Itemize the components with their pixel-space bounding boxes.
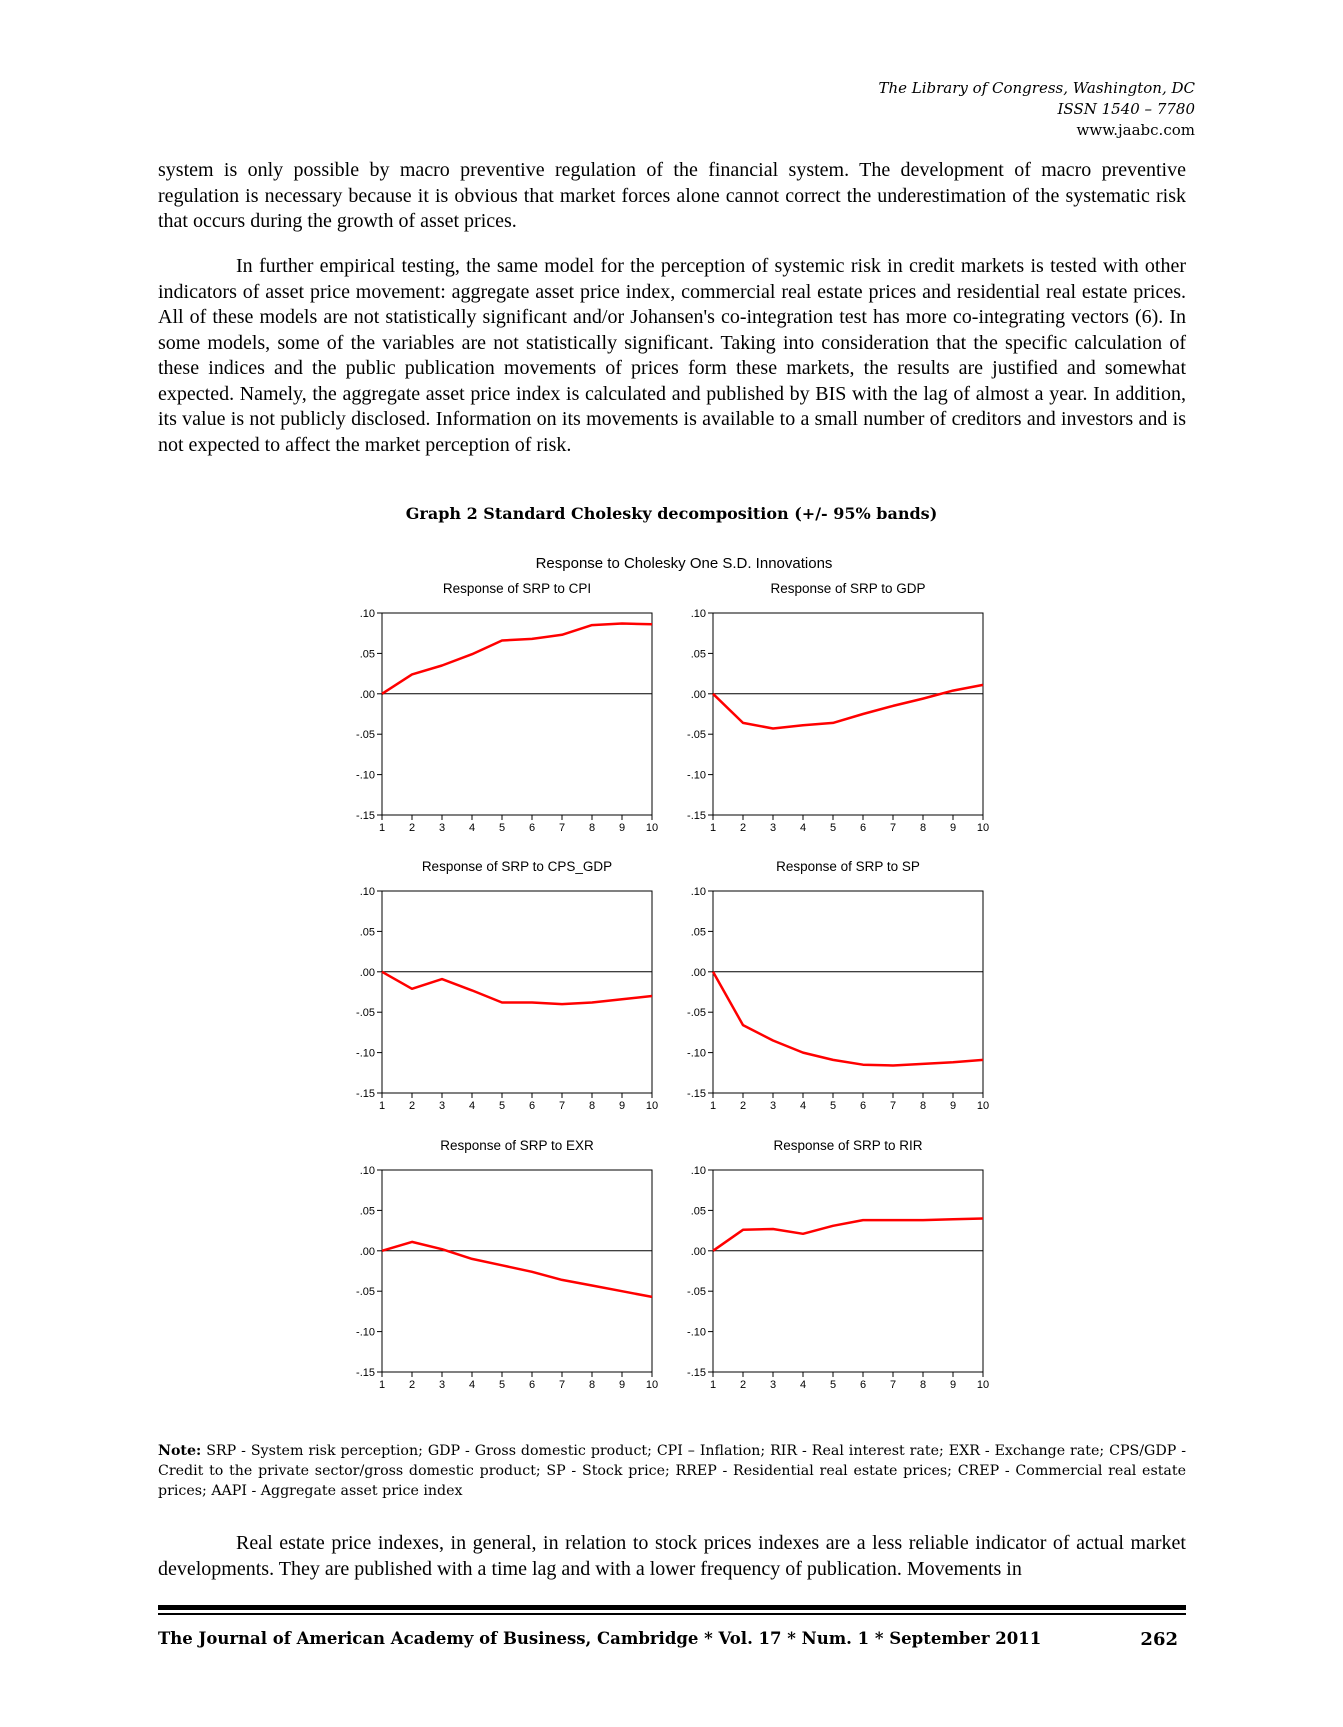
y-tick-label: -.15: [687, 1367, 706, 1379]
x-tick-label: 1: [709, 1100, 717, 1112]
x-tick-label: 3: [769, 822, 777, 834]
x-tick-label: 5: [498, 822, 506, 834]
page-footer: [158, 1629, 1178, 1648]
x-tick-label: 1: [709, 822, 717, 834]
y-tick-label: .05: [690, 926, 706, 939]
response-line: [713, 1219, 983, 1251]
y-tick-label: .10: [690, 608, 706, 620]
y-tick-label: -.15: [356, 1367, 375, 1379]
x-tick-label: 2: [408, 1100, 416, 1112]
note-text: SRP - System risk perception; GDP - Gross domestic product; CPI – Inflation; RIR - Real interest rate; EXR - Exchange rate; CPS/GDP - Credit to the private sector/gross domestic product; SP - Stock price; RREP - Residential real estate prices; CREP - Commercial real estate prices; AAPI - Aggregate asset price index: [158, 1443, 1186, 1499]
x-tick-label: 8: [919, 1379, 927, 1391]
x-tick-label: 7: [558, 1100, 566, 1112]
response-line: [382, 624, 652, 694]
y-tick-label: .00: [690, 1245, 706, 1258]
x-tick-label: 2: [739, 1379, 747, 1391]
footer-journal: The Journal of American Academy of Business, Cambridge * Vol. 17 * Num. 1 * September 2011: [158, 1629, 1042, 1648]
x-tick-label: 4: [468, 822, 476, 834]
x-tick-label: 1: [378, 1100, 386, 1112]
y-tick-label: .00: [359, 966, 375, 979]
x-tick-label: 8: [919, 822, 927, 834]
panel-title: Response of SRP to CPS_GDP: [421, 859, 613, 874]
x-tick-label: 9: [949, 1100, 957, 1112]
x-tick-label: 9: [949, 822, 957, 834]
y-tick-label: .10: [359, 886, 375, 898]
x-tick-label: 6: [528, 822, 536, 834]
y-tick-label: .10: [359, 608, 375, 620]
x-tick-label: 9: [618, 1100, 626, 1112]
panel-title: Response of SRP to RIR: [773, 1138, 923, 1153]
x-tick-label: 5: [829, 1379, 837, 1391]
y-tick-label: -.15: [687, 810, 706, 822]
x-tick-label: 3: [769, 1379, 777, 1391]
x-tick-label: 3: [438, 822, 446, 834]
panel-title: Response of SRP to GDP: [770, 581, 926, 596]
y-tick-label: -.10: [356, 769, 375, 782]
plot-frame: [713, 1170, 983, 1372]
x-tick-label: 6: [528, 1379, 536, 1391]
x-tick-label: 7: [558, 822, 566, 834]
y-tick-label: .10: [690, 1165, 706, 1177]
footer-rule-thin: [158, 1613, 1186, 1615]
x-tick-label: 2: [408, 822, 416, 834]
panel-title: Response of SRP to EXR: [440, 1138, 594, 1153]
impulse-response-chart: [330, 548, 1010, 1410]
x-tick-label: 2: [739, 1100, 747, 1112]
plot-frame: [382, 891, 652, 1093]
x-tick-label: 5: [829, 1100, 837, 1112]
x-tick-label: 5: [498, 1379, 506, 1391]
x-tick-label: 8: [919, 1100, 927, 1112]
y-tick-label: .10: [359, 1165, 375, 1177]
note-label: Note:: [158, 1443, 202, 1459]
panel-title: Response of SRP to SP: [776, 859, 920, 874]
x-tick-label: 8: [588, 1100, 596, 1112]
response-line: [713, 685, 983, 729]
x-tick-label: 3: [438, 1379, 446, 1391]
y-tick-label: .05: [359, 1205, 375, 1218]
y-tick-label: .00: [359, 1245, 375, 1258]
footer-rule-thick: [158, 1605, 1186, 1610]
y-tick-label: -.15: [356, 810, 375, 822]
x-tick-label: 4: [468, 1100, 476, 1112]
y-tick-label: .00: [690, 966, 706, 979]
x-tick-label: 3: [438, 1100, 446, 1112]
x-tick-label: 5: [498, 1100, 506, 1112]
x-tick-label: 2: [739, 822, 747, 834]
paragraph-3: Real estate price indexes, in general, in relation to stock prices indexes are a less reliable indicator of actual market developments. They are published with a time lag and with a lower frequency of publication. Movements in: [158, 1532, 1186, 1580]
x-tick-label: 4: [799, 822, 807, 834]
header-url[interactable]: www.jaabc.com: [1076, 121, 1195, 139]
x-tick-label: 6: [528, 1100, 536, 1112]
x-tick-label: 1: [709, 1379, 717, 1391]
x-tick-label: 10: [645, 1379, 659, 1391]
plot-frame: [382, 613, 652, 815]
y-tick-label: -.10: [687, 1047, 706, 1060]
y-tick-label: .05: [690, 1205, 706, 1218]
x-tick-label: 10: [976, 822, 990, 834]
x-tick-label: 7: [889, 1379, 897, 1391]
y-tick-label: -.10: [687, 1326, 706, 1339]
x-tick-label: 6: [859, 822, 867, 834]
y-tick-label: .05: [359, 648, 375, 661]
x-tick-label: 10: [645, 1100, 659, 1112]
x-tick-label: 10: [645, 822, 659, 834]
y-tick-label: -.15: [687, 1088, 706, 1100]
x-tick-label: 8: [588, 1379, 596, 1391]
y-tick-label: .05: [690, 648, 706, 661]
y-tick-label: -.05: [356, 729, 375, 742]
page-number: 262: [1140, 1629, 1178, 1650]
plot-frame: [713, 613, 983, 815]
plot-frame: [382, 1170, 652, 1372]
figure-note: [158, 1441, 1186, 1501]
paragraph-1: system is only possible by macro preventive regulation of the financial system. The development of macro preventive regulation is necessary because it is obvious that market forces alone cannot correct the underestimation of the systematic risk that occurs during the growth of asset prices.: [158, 159, 1186, 232]
x-tick-label: 3: [769, 1100, 777, 1112]
x-tick-label: 7: [558, 1379, 566, 1391]
paragraph-2: In further empirical testing, the same model for the perception of systemic risk in credit markets is tested with other indicators of asset price movement: aggregate asset price index, commercial real estate prices and residential real estate prices. All of these models are not statistically significant and/or Johansen's co-integration test has more co-integrating vectors (6). In some models, some of the variables are not statistically significant. Taking into consideration that the specific calculation of these indices and the public publication movements of prices form these markets, the results are justified and somewhat expected. Namely, the aggregate asset price index is calculated and published by BIS with the lag of almost a year. In addition, its value is not publicly disclosed. Information on its movements is available to a small number of creditors and investors and is not expected to affect the market perception of risk.: [158, 255, 1186, 456]
response-line: [382, 972, 652, 1004]
x-tick-label: 10: [976, 1100, 990, 1112]
x-tick-label: 1: [378, 1379, 386, 1391]
x-tick-label: 9: [618, 822, 626, 834]
header-library: The Library of Congress, Washington, DC: [878, 79, 1195, 97]
y-tick-label: .00: [359, 688, 375, 701]
x-tick-label: 9: [949, 1379, 957, 1391]
y-tick-label: .10: [690, 886, 706, 898]
y-tick-label: -.05: [687, 1286, 706, 1299]
y-tick-label: -.05: [687, 1007, 706, 1020]
x-tick-label: 9: [618, 1379, 626, 1391]
graph-caption: Graph 2 Standard Cholesky decomposition (+/- 95% bands): [405, 504, 938, 523]
y-tick-label: -.05: [687, 729, 706, 742]
x-tick-label: 1: [378, 822, 386, 834]
x-tick-label: 4: [468, 1379, 476, 1391]
y-tick-label: .00: [690, 688, 706, 701]
chart-title: Response to Cholesky One S.D. Innovations: [535, 555, 833, 572]
x-tick-label: 7: [889, 822, 897, 834]
y-tick-label: -.05: [356, 1286, 375, 1299]
panel-title: Response of SRP to CPI: [442, 581, 592, 596]
x-tick-label: 4: [799, 1379, 807, 1391]
y-tick-label: -.05: [356, 1007, 375, 1020]
x-tick-label: 4: [799, 1100, 807, 1112]
header-issn: ISSN 1540 – 7780: [1057, 100, 1195, 118]
x-tick-label: 10: [976, 1379, 990, 1391]
y-tick-label: .05: [359, 926, 375, 939]
running-header: [878, 78, 1195, 141]
x-tick-label: 2: [408, 1379, 416, 1391]
y-tick-label: -.15: [356, 1088, 375, 1100]
x-tick-label: 6: [859, 1379, 867, 1391]
x-tick-label: 8: [588, 822, 596, 834]
x-tick-label: 5: [829, 822, 837, 834]
x-tick-label: 6: [859, 1100, 867, 1112]
response-line: [713, 972, 983, 1066]
response-line: [382, 1242, 652, 1297]
x-tick-label: 7: [889, 1100, 897, 1112]
y-tick-label: -.10: [356, 1047, 375, 1060]
y-tick-label: -.10: [356, 1326, 375, 1339]
y-tick-label: -.10: [687, 769, 706, 782]
